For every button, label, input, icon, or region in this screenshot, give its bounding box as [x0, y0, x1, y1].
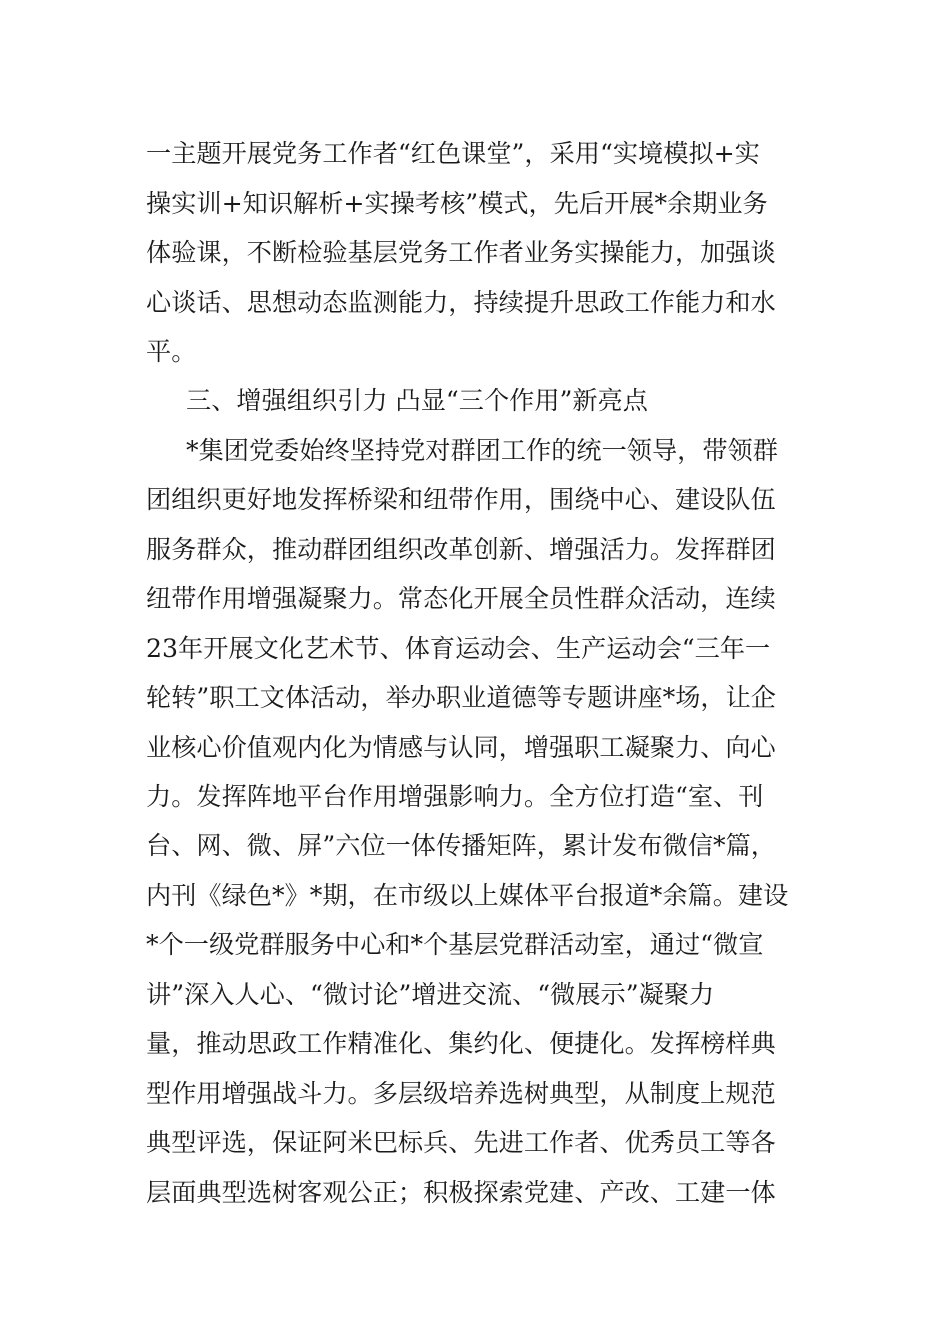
paragraph-1-line-4: 心谈话、思想动态监测能力，持续提升思政工作能力和水	[146, 288, 776, 317]
paragraph-2-line-9: 台、网、微、屏”六位一体传播矩阵，累计发布微信*篇，	[146, 831, 776, 860]
paragraph-2-line-11: *个一级党群服务中心和*个基层党群活动室，通过“微宣	[146, 930, 764, 959]
paragraph-2-line-7: 业核心价值观内化为情感与认同，增强职工凝聚力、向心	[146, 733, 776, 762]
paragraph-2-line-1: *集团党委始终坚持党对群团工作的统一领导，带领群	[186, 436, 778, 465]
paragraph-2-line-4: 纽带作用增强凝聚力。常态化开展全员性群众活动，连续	[146, 584, 776, 613]
paragraph-1-line-2: 操实训+知识解析+实操考核”模式，先后开展*余期业务	[146, 189, 768, 218]
paragraph-2-line-16: 层面典型选树客观公正；积极探索党建、产改、工建一体	[146, 1178, 776, 1207]
paragraph-2-line-2: 团组织更好地发挥桥梁和纽带作用，围绕中心、建设队伍	[146, 485, 776, 514]
paragraph-2-line-3: 服务群众，推动群团组织改革创新、增强活力。发挥群团	[146, 535, 776, 564]
paragraph-1-line-1: 一主题开展党务工作者“红色课堂”，采用“实境模拟+实	[146, 139, 760, 168]
paragraph-2-line-13: 量，推动思政工作精准化、集约化、便捷化。发挥榜样典	[146, 1029, 776, 1058]
paragraph-2-line-14: 型作用增强战斗力。多层级培养选树典型，从制度上规范	[146, 1079, 776, 1108]
paragraph-2-line-12: 讲”深入人心、“微讨论”增进交流、“微展示”凝聚力	[146, 980, 715, 1009]
section-heading: 三、增强组织引力 凸显“三个作用”新亮点	[186, 386, 648, 415]
paragraph-1-line-5: 平。	[146, 337, 197, 366]
paragraph-2-line-15: 典型评选，保证阿米巴标兵、先进工作者、优秀员工等各	[146, 1128, 776, 1157]
paragraph-2-line-10: 内刊《绿色*》*期，在市级以上媒体平台报道*余篇。建设	[146, 881, 789, 910]
paragraph-1-line-3: 体验课，不断检验基层党务工作者业务实操能力，加强谈	[146, 238, 776, 267]
paragraph-2-line-6: 轮转”职工文体活动，举办职业道德等专题讲座*场，让企	[146, 683, 776, 712]
paragraph-2-line-8: 力。发挥阵地平台作用增强影响力。全方位打造“室、刊	[146, 782, 764, 811]
paragraph-2-line-5: 23年开展文化艺术节、体育运动会、生产运动会“三年一	[146, 634, 771, 663]
